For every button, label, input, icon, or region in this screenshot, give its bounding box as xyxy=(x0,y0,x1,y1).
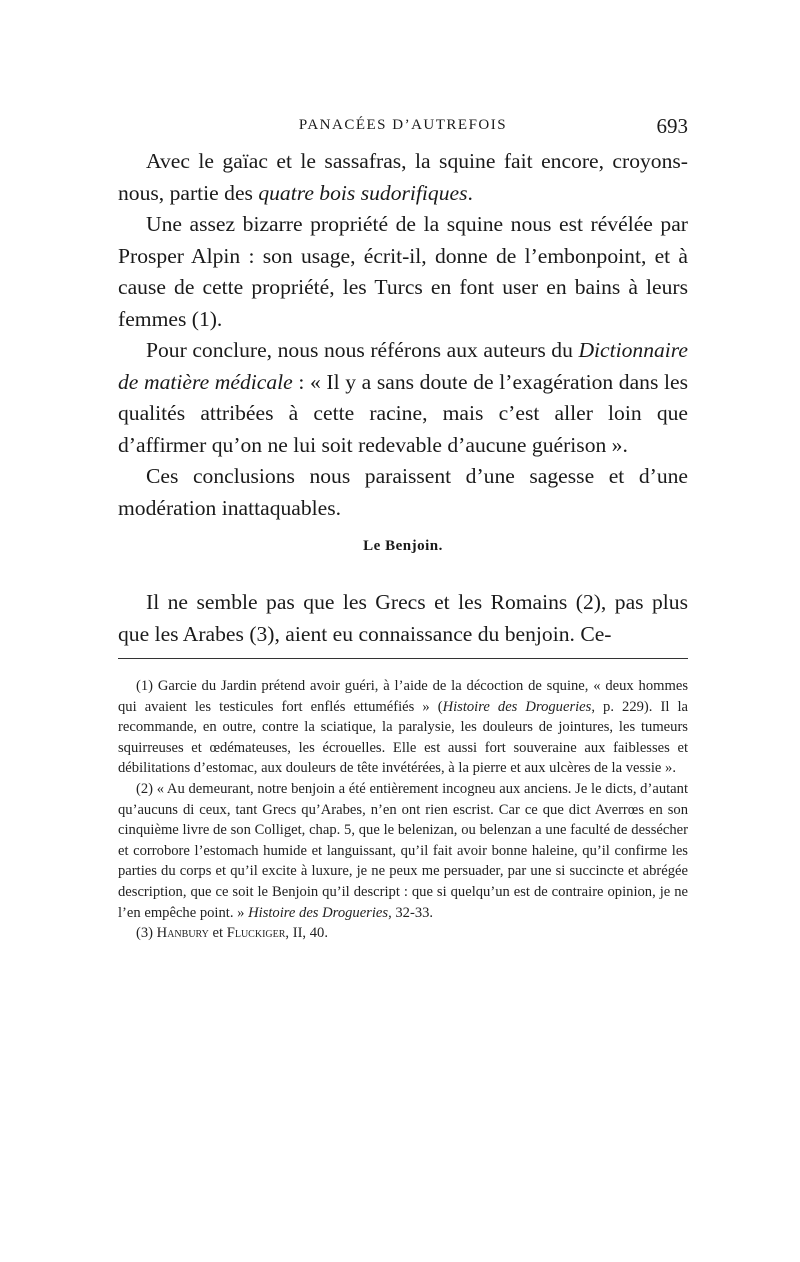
footnote-3-end: , II, 40. xyxy=(285,925,328,942)
footnote-rule xyxy=(118,658,688,659)
section-heading: Le Benjoin. xyxy=(363,538,443,554)
paragraph-4: Ces conclusions nous paraissent d’une sagesse et d’une modération inattaquables. xyxy=(118,464,688,520)
footnote-2-text: (2) « Au demeurant, notre benjoin a été entièrement incogneu aux anciens. Je le dicts, d’autant qu’aucuns di ceux, tant Grecs qu’Arabes, n’en ont rien escrist. Car ce que dict Averrœs en son cinquième livre de son Colliget, chap. 5, que le belenizan, ou belenzan a une faculté de dessécher et corrobore l’estomach humide et languissant, qu’il fait avoir bonne haleine, qu’il confirme les parties du corps et qu’il excite à luxure, je ne peux me persuader, par une si succincte et abrégée description, que ce soit le Benjoin qu’il descript : que si quelqu’un est de contraire opinion, je ne l’en empêche point. » xyxy=(118,780,688,921)
paragraph-1-text: Avec le gaïac et le sassafras, la squine fait encore, croyons-nous, partie des xyxy=(118,149,688,205)
footnote-3-author-1: Hanbury xyxy=(156,925,209,942)
paragraph-3-end: : « Il y a sans doute de l’exagération dans les qualités attribées à cette racine, mais c’est aller loin que d’affirmer qu’on ne lui soit redevable d’aucune guérison ». xyxy=(118,369,688,457)
paragraph-3 xyxy=(118,335,688,461)
footnote-1 xyxy=(118,676,688,779)
paragraph-2: Une assez bizarre propriété de la squine nous est révélée par Prosper Alpin : son usage, écrit-il, donne de l’embonpoint, et à cause de cette propriété, les Turcs en font user en bains à leurs femmes (1). xyxy=(118,212,688,331)
footnote-2-end: , 32-33. xyxy=(388,904,434,921)
footnote-3-conjunction: et xyxy=(208,925,227,942)
paragraph-1 xyxy=(118,146,688,209)
footnote-2 xyxy=(118,779,688,923)
section-text xyxy=(118,587,688,650)
paragraph-1-end: . xyxy=(467,180,473,205)
paragraph-3-text: Pour conclure, nous nous référons aux auteurs du xyxy=(146,338,579,362)
page-number: 693 xyxy=(656,114,688,138)
running-head-title: PANACÉES D’AUTREFOIS xyxy=(298,117,508,133)
main-text xyxy=(118,146,688,524)
footnotes xyxy=(118,676,688,944)
paragraph-1-italic: quatre bois sudorifiques xyxy=(258,180,468,205)
footnote-1-end: , p. 229). Il la recommande, en outre, contre la sciatique, la paralysie, les douleurs de jointures, les tumeurs squirreuses et œdémateuses, les écrouelles. Elle est aussi fort souveraine aux faiblesses et débilitations d’estomac, aux douleurs de tête invétérées, à la pierre et aux ulcères de la vessie ». xyxy=(118,698,688,777)
footnote-2-italic: Histoire des Drogueries xyxy=(248,904,389,921)
paragraph-3-italic: Dictionnaire de matière médicale xyxy=(118,338,688,394)
footnote-1-italic: Histoire des Drogueries xyxy=(442,698,592,715)
footnote-3-author-2: Fluckiger xyxy=(226,925,286,942)
section-paragraph-1: Il ne semble pas que les Grecs et les Romains (2), pas plus que les Arabes (3), aient eu connaissance du benjoin. Ce- xyxy=(118,590,688,646)
footnote-3 xyxy=(118,923,688,944)
footnote-1-text: (1) Garcie du Jardin prétend avoir guéri, à l’aide de la décoction de squine, « deux hommes qui avaient les testicules fort enflés ettuméfiés » ( xyxy=(118,678,688,715)
running-head xyxy=(118,114,688,139)
footnote-3-number: (3) xyxy=(136,925,157,942)
